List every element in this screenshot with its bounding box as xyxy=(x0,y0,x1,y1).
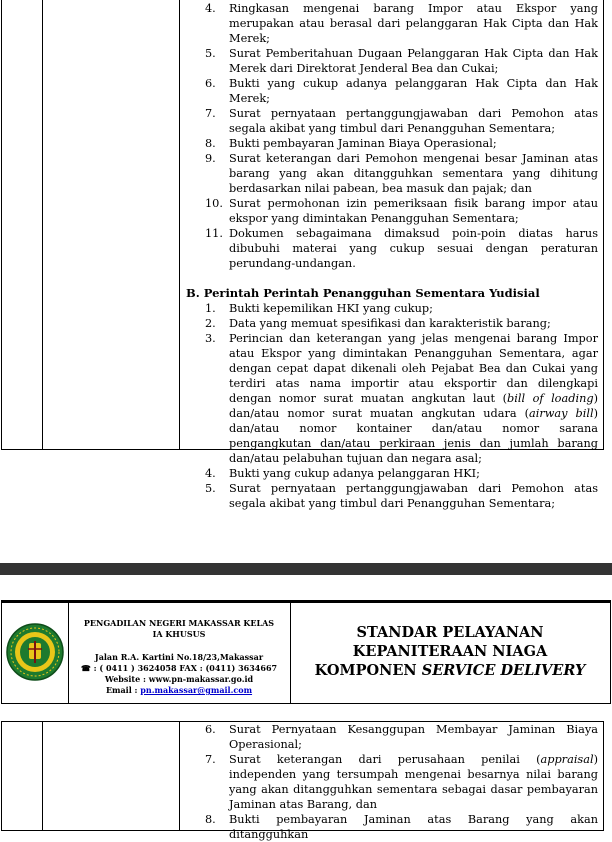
requirements-content xyxy=(186,1,598,511)
court-logo xyxy=(2,603,69,703)
court-info xyxy=(68,603,291,703)
list-item: 4. Bukti yang cukup adanya pelanggaran HKI; xyxy=(205,467,480,480)
list-item: 3. Perincian dan keterangan yang jelas mengenai barang Impor atau Ekspor yang dimintakan Penangguhan Sementara, agar dengan cepat dapat dikenali oleh Pejabat Bea dan Cukai yang terdiri atas nama importir atau eksportir dan dilengkapi dengan nomor surat muatan angkutan laut (bill of loading) dan/atau nomor surat muatan angkutan udara (airway bill) dan/atau nomor kontainer dan/atau nomor sarana pengangkutan dan/atau perkiraan jenis dan jumlah barang dan/atau pelabuhan tujuan dan negara asal; xyxy=(205,332,599,465)
list-item: 4. Ringkasan mengenai barang Impor atau Ekspor yang merupakan atau berasal dari pelanggaran Hak Cipta dan Hak Merek; xyxy=(205,2,598,45)
list-item: 7. Surat keterangan dari perusahaan penilai (appraisal) independen yang tersumpah mengenai besarnya nilai barang yang akan ditangguhkan sementara sebagai dasar pembayaran Jaminan atas Barang, dan xyxy=(205,753,598,811)
requirements-content xyxy=(186,722,598,842)
list-item: 5. Surat pernyataan pertanggungjawaban dari Pemohon atas segala akibat yang timbul dari Penangguhan Sementara; xyxy=(205,482,598,510)
page-separator xyxy=(0,563,612,575)
document-page-2 xyxy=(0,575,612,841)
list-item: 9. Surat keterangan dari Pemohon mengenai besar Jaminan atas barang yang akan ditangguhkan sementara yang dihitung berdasarkan nilai pabean, bea masuk dan pajak; dan xyxy=(205,152,598,195)
list-item: 6. Bukti yang cukup adanya pelanggaran Hak Cipta dan Hak Merek; xyxy=(205,77,598,105)
list-b xyxy=(186,301,598,511)
email-link[interactable]: pn.makassar@gmail.com xyxy=(140,685,253,695)
table-column-divider xyxy=(179,722,180,830)
court-website: Website : www.pn-makassar.go.id xyxy=(104,674,254,684)
list-item: 8. Bukti pembayaran Jaminan atas Barang yang akan ditangguhkan xyxy=(205,813,598,841)
court-name: PENGADILAN NEGERI MAKASSAR KELAS IA KHUSUS xyxy=(83,618,275,639)
list-a xyxy=(186,1,598,271)
list-continued xyxy=(186,722,598,842)
document-title: STANDAR PELAYANAN KEPANITERAAN NIAGA KOMPONEN SERVICE DELIVERY xyxy=(314,624,586,679)
list-item: 1. Bukti kepemilikan HKI yang cukup; xyxy=(205,302,433,315)
list-item: 10. Surat permohonan izin pemeriksaan fisik barang impor atau ekspor yang dimintakan Penangguhan Sementara; xyxy=(205,197,598,225)
list-item: 2. Data yang memuat spesifikasi dan karakteristik barang; xyxy=(205,317,551,330)
table-column-divider xyxy=(42,0,43,449)
court-email: Email : pn.makassar@gmail.com xyxy=(105,685,253,695)
list-item: 11. Dokumen sebagaimana dimaksud poin-poin diatas harus dibubuhi materai yang cukup sesuai dengan peraturan perundang-undangan. xyxy=(205,227,598,270)
section-b-title: B. Perintah Perintah Penangguhan Sementara Yudisial xyxy=(186,286,540,300)
court-phone: ☎ : ( 0411 ) 3624058 FAX : (0411) 3634667 xyxy=(80,663,278,673)
list-item: 5. Surat Pemberitahuan Dugaan Pelanggaran Hak Cipta dan Hak Merek dari Direktorat Jenderal Bea dan Cukai; xyxy=(205,47,598,75)
list-item: 8. Bukti pembayaran Jaminan Biaya Operasional; xyxy=(205,137,497,150)
table-column-divider xyxy=(42,722,43,830)
court-emblem-icon xyxy=(2,603,68,703)
document-header xyxy=(1,600,611,704)
table-column-divider xyxy=(179,0,180,449)
list-item: 6. Surat Pernyataan Kesanggupan Membayar Jaminan Biaya Operasional; xyxy=(205,723,598,751)
list-item: 7. Surat pernyataan pertanggungjawaban dari Pemohon atas segala akibat yang timbul dari Penangguhan Sementara; xyxy=(205,107,598,135)
court-address: Jalan R.A. Kartini No.18/23,Makassar xyxy=(94,652,264,662)
